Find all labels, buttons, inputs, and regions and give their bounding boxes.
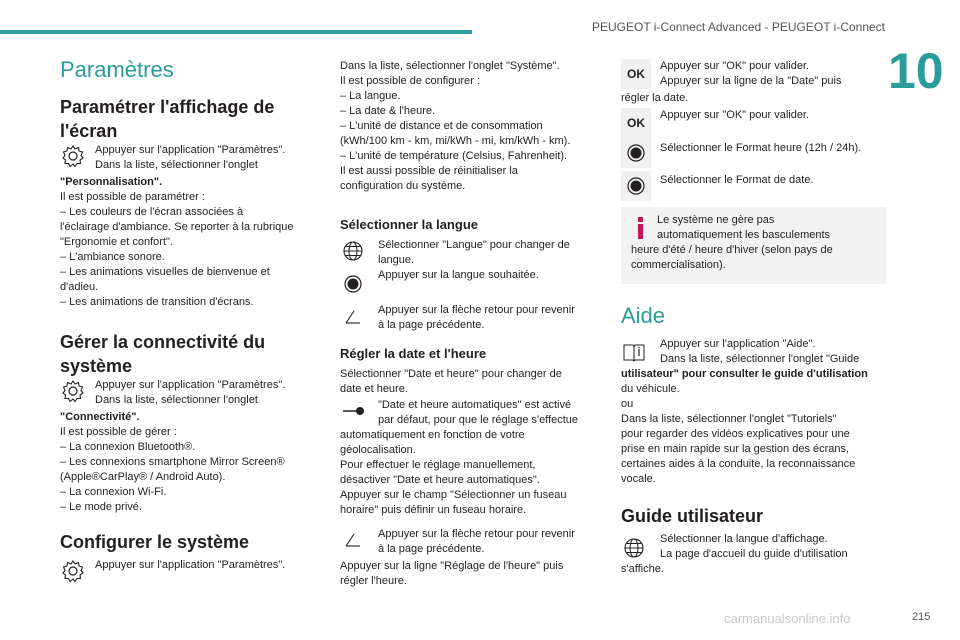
text-line: d'adieu.	[60, 281, 99, 293]
text-line: du véhicule.	[621, 383, 680, 395]
text-line: vocale.	[621, 473, 656, 485]
text-line: Dans la liste, sélectionner l'onglet "Guide	[660, 353, 860, 365]
text-line: Pour effectuer le réglage manuellement,	[340, 459, 536, 471]
gear-icon	[60, 378, 86, 404]
text-line: Appuyer sur "OK" pour valider.	[660, 60, 810, 72]
text-line: prise en main rapide sur la gestion des écrans,	[621, 443, 850, 455]
radio-selected-icon	[621, 171, 651, 201]
header-accent-bar	[0, 30, 472, 34]
radio-selected-icon	[621, 138, 651, 168]
text-line: – Les connexions smartphone Mirror Screen®	[60, 456, 285, 468]
text-line: ou	[621, 398, 634, 410]
text-line: Appuyer sur la langue souhaitée.	[378, 269, 539, 281]
info-icon	[633, 217, 649, 239]
text-line: Il est possible de gérer :	[60, 426, 177, 438]
section-title-aide: Aide	[621, 303, 666, 328]
text-line: heure d'été / heure d'hiver (selon pays de	[631, 244, 833, 256]
text-line: régler l'heure.	[340, 575, 407, 587]
text-line: Appuyer sur l'application "Paramètres".	[95, 144, 286, 156]
text-line: Appuyer sur le champ "Sélectionner un fuseau	[340, 489, 567, 501]
text-line: certaines aides à la conduite, la reconnaissance	[621, 458, 856, 470]
text-line: Appuyer sur la flèche retour pour revenir	[378, 304, 575, 316]
globe-icon	[340, 238, 366, 264]
text-line: (kWh/100 km - km, mi/kWh - mi, km/kWh - km).	[340, 135, 571, 147]
text-line: – La date & l'heure.	[340, 105, 436, 117]
text-line: "Date et heure automatiques" est activé	[378, 399, 572, 411]
ok-button-icon: OK	[621, 59, 651, 89]
text-line: automatiquement en fonction de votre	[340, 429, 525, 441]
page-number: 215	[912, 611, 931, 623]
watermark: carmanualsonline.info	[724, 611, 851, 626]
heading-date-heure: Régler la date et l'heure	[340, 346, 487, 361]
heading-affichage: Paramétrer l'affichage de l'écran	[60, 97, 275, 141]
text-line: Appuyer sur "OK" pour valider.	[660, 109, 810, 121]
text-line: Appuyer sur l'application "Paramètres".	[95, 379, 286, 391]
text-line: Appuyer sur la ligne "Réglage de l'heure" puis	[340, 560, 564, 572]
text-line: langue.	[378, 254, 415, 266]
text-line: Dans la liste, sélectionner l'onglet "Système".	[340, 60, 560, 72]
text-line: – La langue.	[340, 90, 401, 102]
text-line: géolocalisation.	[340, 444, 416, 456]
text-line: horaire" puis définir un fuseau horaire.	[340, 504, 527, 516]
text-line: Il est aussi possible de réinitialiser la	[340, 165, 518, 177]
text-line: pour regarder des vidéos explicatives pour une	[621, 428, 850, 440]
text-line: Appuyer sur l'application "Paramètres".	[95, 559, 286, 571]
chapter-number: 10	[888, 43, 944, 99]
text-line: – L'ambiance sonore.	[60, 251, 165, 263]
ok-button-icon: OK	[621, 108, 651, 138]
text-line: Sélectionner la langue d'affichage.	[660, 533, 828, 545]
text-line: automatiquement les basculements	[657, 229, 831, 241]
toggle-on-icon	[340, 398, 366, 424]
text-line: – Les animations de transition d'écrans.	[60, 296, 254, 308]
globe-icon	[621, 535, 647, 561]
book-icon	[621, 339, 647, 365]
heading-configurer: Configurer le système	[60, 532, 250, 552]
back-arrow-icon	[340, 305, 366, 331]
gear-icon	[60, 558, 86, 584]
heading-connectivite: Gérer la connectivité du système	[60, 332, 266, 376]
gear-icon	[60, 143, 86, 169]
text-line: "Personnalisation".	[60, 176, 163, 188]
text-line: (Apple®CarPlay® / Android Auto).	[60, 471, 226, 483]
text-line: "Connectivité".	[60, 411, 140, 423]
text-line: Appuyer sur la ligne de la "Date" puis	[660, 75, 842, 87]
text-line: désactiver "Date et heure automatiques".	[340, 474, 540, 486]
text-line: – Les animations visuelles de bienvenue et	[60, 266, 270, 278]
text-line: Sélectionner "Langue" pour changer de	[378, 239, 570, 251]
text-line: Sélectionner "Date et heure" pour changer de	[340, 368, 562, 380]
text-line: – L'unité de distance et de consommation	[340, 120, 543, 132]
text-line: par défaut, pour que le réglage s'effectue	[378, 414, 579, 426]
text-line: s'affiche.	[621, 563, 664, 575]
text-line: à la page précédente.	[378, 543, 485, 555]
header-title: PEUGEOT i-Connect Advanced - PEUGEOT i-Connect	[592, 20, 886, 34]
radio-selected-icon	[340, 271, 366, 297]
text-line: – La connexion Bluetooth®.	[60, 441, 196, 453]
text-line: Appuyer sur l'application "Aide".	[660, 338, 816, 350]
heading-langue: Sélectionner la langue	[340, 217, 478, 232]
text-line: utilisateur" pour consulter le guide d'utilisation	[621, 368, 868, 380]
text-line: l'éclairage d'ambiance. Se reporter à la rubrique	[60, 221, 294, 233]
text-line: – Les couleurs de l'écran associées à	[60, 206, 244, 218]
back-arrow-icon	[340, 528, 366, 554]
text-line: Sélectionner le Format heure (12h / 24h).	[660, 142, 862, 154]
text-line: – L'unité de température (Celsius, Fahrenheit).	[340, 150, 568, 162]
text-line: régler la date.	[621, 92, 689, 104]
text-line: Appuyer sur la flèche retour pour revenir	[378, 528, 575, 540]
text-line: – Le mode privé.	[60, 501, 142, 513]
text-line: commercialisation).	[631, 259, 726, 271]
text-line: Le système ne gère pas	[657, 214, 775, 226]
text-line: Dans la liste, sélectionner l'onglet "Tutoriels"	[621, 413, 837, 425]
text-line: date et heure.	[340, 383, 408, 395]
info-box	[621, 207, 886, 284]
text-line: à la page précédente.	[378, 319, 485, 331]
text-line: Sélectionner le Format de date.	[660, 174, 814, 186]
text-line: Il est possible de configurer :	[340, 75, 481, 87]
text-line: – La connexion Wi-Fi.	[60, 486, 167, 498]
text-line: Dans la liste, sélectionner l'onglet	[95, 159, 258, 171]
text-line: "Ergonomie et confort".	[60, 236, 173, 248]
heading-guide: Guide utilisateur	[621, 506, 764, 526]
text-line: configuration du système.	[340, 180, 466, 192]
text-line: Dans la liste, sélectionner l'onglet	[95, 394, 258, 406]
section-title-parametres: Paramètres	[60, 57, 174, 82]
text-line: Il est possible de paramétrer :	[60, 191, 205, 203]
text-line: La page d'accueil du guide d'utilisation	[660, 548, 848, 560]
